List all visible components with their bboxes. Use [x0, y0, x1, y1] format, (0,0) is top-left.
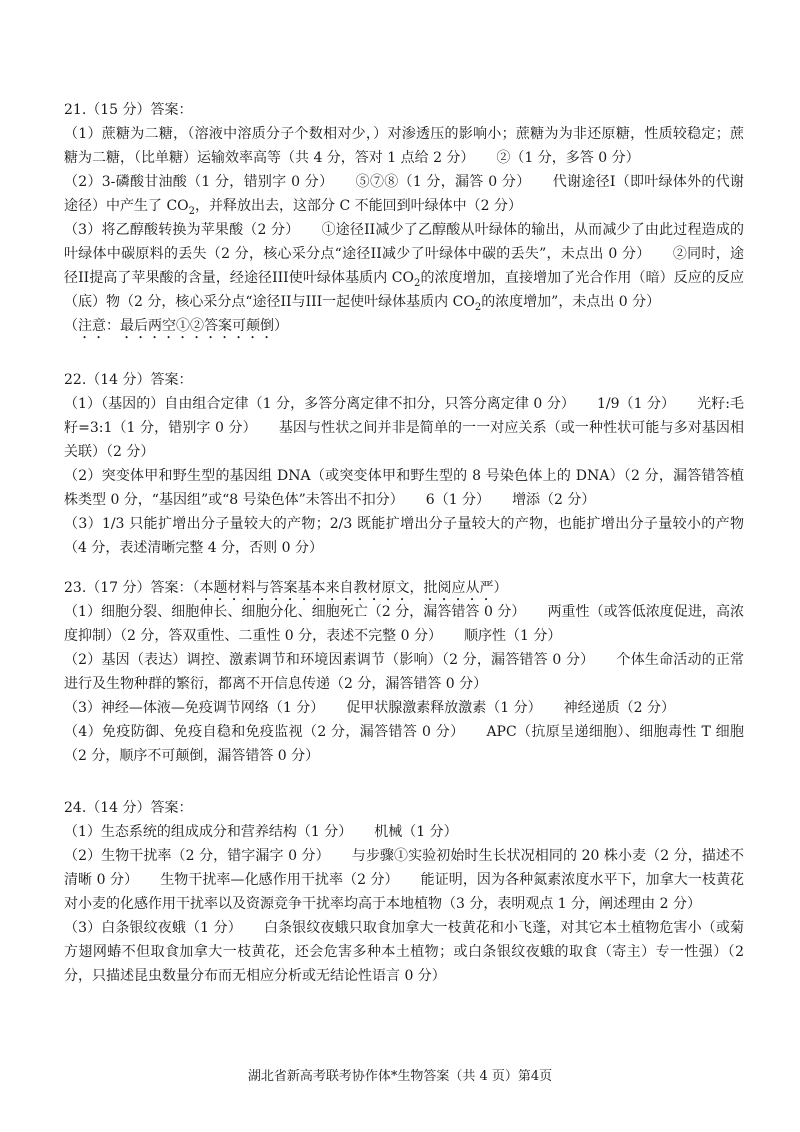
page-footer: 湖北省新高考联考协作体*生物答案（共 4 页）第4页 — [247, 1069, 553, 1084]
q22-answer-1b: 1/9（1 分） — [596, 396, 676, 412]
q23-answer-3b: 促甲状腺激素释放激素（1 分） — [346, 700, 542, 716]
q23-answer-1a: （1）细胞分裂、细胞伸长、细胞分化、细胞死亡（2 分，漏答错答 0 分） — [64, 604, 526, 620]
q21-co2-subscript-3: 2 — [474, 301, 482, 313]
q21-answer-3a: （3）将乙醇酸转换为苹果酸（2 分） — [64, 222, 300, 238]
q22-answer-2b: 6（1 分） — [425, 492, 491, 508]
q21-answer-3d: 的浓度增加，直接增加了光合作用（暗）反应的反应（底）物（2 分，核心采分点“途径II与III一起使叶绿体基质内 CO — [64, 270, 745, 310]
question-21-note — [64, 314, 744, 342]
q24-answer-2b: 与步骤①实验初始时生长状况相同的 20 株小麦（2 分，描述不清晰 0 分） — [64, 848, 745, 888]
q22-answer-2c: 增添（2 分） — [512, 492, 596, 508]
q21-answer-2a: （2）3-磷酸甘油酸（1 分，错别字 0 分） — [64, 174, 334, 190]
question-21-part-2 — [64, 170, 744, 218]
q21-answer-2d: ，并释放出去，这部分 C 不能回到叶绿体中（2 分） — [195, 198, 522, 214]
q23-title-end: ） — [493, 580, 508, 596]
q23-answer-4b: APC（抗原呈递细胞）、细胞毒性 T 细胞（2 分，顺序不可颠倒，漏答错答 0 分） — [64, 724, 744, 764]
q24-answer-1a: （1）生态系统的组成成分和营养结构（1 分） — [64, 824, 353, 840]
q22-answer-1d: 基因与性状之间并非是简单的一一对应关系（或一种性状可能与多对基因相关联）（2 分） — [64, 420, 744, 460]
q22-answer-1a: （1）（基因的）自由组合定律（1 分，多答分离定律不扣分，只答分离定律 0 分） — [64, 396, 575, 412]
question-22-part-3: （3）1/3 只能扩增出分子量较大的产物；2/3 既能扩增出分子量较大的产物，也能扩增出分子量较小的产物（4 分，表述清晰完整 4 分，否则 0 分） — [64, 516, 744, 556]
question-21-part-1 — [64, 122, 744, 170]
q23-answer-1c: 顺序性（1 分） — [463, 628, 562, 644]
question-23 — [64, 576, 744, 768]
question-24 — [64, 796, 744, 988]
q22-answer-2a: （2）突变体甲和野生型的基因组 DNA（或突变体甲和野生型的 8 号染色体上的 DNA）（2 分，漏答错答植株类型 0 分，“基因组”或“8 号染色体”未答出不扣分） — [64, 468, 744, 508]
q23-answer-1b: 两重性（或答低浓度促进，高浓度抑制）（2 分，答双重性、二重性 0 分，表述不完整 0 分） — [64, 604, 744, 644]
question-22 — [64, 368, 744, 560]
q21-note-text: （注意：最后两空①②答案可颠倒） — [64, 318, 288, 334]
question-22-part-2 — [64, 464, 744, 512]
q23-answer-2a: （2）基因（表达）调控、激素调节和环境因素调节（影响）（2 分，漏答错答 0 分） — [64, 652, 595, 668]
q21-co2-subscript: 2 — [188, 205, 196, 217]
question-24-part-2 — [64, 844, 744, 916]
q24-answer-3b: 白条银纹夜蛾只取食加拿大一枝黄花和小飞蓬，对其它本土植物危害小（或菊方翅网蝽不但取食加拿大一枝黄花，还会危害多种本土植物；或白条银纹夜蛾的取食（寄主）专一性强）（2 分，只描述昆虫数量分布而无相应分析或无结论性语言 0 分） — [64, 920, 745, 984]
question-21 — [64, 98, 744, 342]
q24-answer-1b: 机械（1 分） — [374, 824, 458, 840]
question-23-part-3 — [64, 696, 744, 720]
q21-answer-2b: ⑤⑦⑧（1 分，漏答 0 分） — [355, 174, 531, 190]
question-22-title: 22.（14 分）答案： — [64, 372, 193, 388]
q24-answer-2d: 能证明，因为各种氮素浓度水平下，加拿大一枝黄花对小麦的化感作用干扰率以及资源竞争干扰率均高于本地植物（3 分，表明观点 1 分，阐述理由 2 分） — [64, 872, 745, 912]
question-21-part-3 — [64, 218, 744, 314]
q21-answer-3e: 的浓度增加”，未点出 0 分） — [481, 294, 661, 310]
question-23-part-1 — [64, 600, 744, 648]
question-22-part-1 — [64, 392, 744, 464]
question-21-title: 21.（15 分）答案： — [64, 102, 193, 118]
question-24-part-3 — [64, 916, 744, 988]
q21-answer-1: （1）蔗糖为二糖，（溶液中溶质分子个数相对少，）对渗透压的影响小；蔗糖为为非还原糖，性质较稳定；蔗糖为二糖，（比单糖）运输效率高等（共 4 分，答对 1 点给 2 分） — [64, 126, 744, 166]
question-23-title — [64, 576, 744, 600]
q23-title-note: 本题材料与答案基本来自教材原文，批阅应从严 — [199, 580, 494, 596]
q24-answer-2a: （2）生物干扰率（2 分，错字漏字 0 分） — [64, 848, 330, 864]
q24-answer-3a: （3）白条银纹夜蛾（1 分） — [64, 920, 242, 936]
q21-co2-subscript-2: 2 — [414, 277, 421, 289]
q24-answer-2c: 生物干扰率—化感作用干扰率（2 分） — [160, 872, 399, 888]
q23-answer-3c: 神经递质（2 分） — [563, 700, 675, 716]
question-24-title: 24.（14 分）答案： — [64, 800, 193, 816]
q22-answer-1c: 光籽:毛籽=3:1（1 分，错别字 0 分） — [64, 396, 745, 436]
q23-answer-4a: （4）免疫防御、免疫自稳和免疫监视（2 分，漏答错答 0 分） — [64, 724, 465, 740]
q23-answer-3a: （3）神经—体液—免疫调节网络（1 分） — [64, 700, 325, 716]
q21-answer-3c: ②同时，途径II提高了苹果酸的含量，经途径III使叶绿体基质内 CO — [64, 246, 744, 286]
q23-title-text: 23.（17 分）答案：（ — [64, 580, 200, 596]
q21-answer-1b: ②（1 分，多答 0 分） — [496, 150, 640, 166]
question-23-part-2 — [64, 648, 744, 696]
q21-answer-2c: 代谢途径I（即叶绿体外的代谢途径）中产生了 CO — [64, 174, 744, 214]
q21-answer-3b: ①途径II减少了乙醇酸从叶绿体的输出，从而减少了由此过程造成的叶绿体中碳原料的丢失（2 分，核心采分点“途径II减少了叶绿体中碳的丢失”，未点出 0 分） — [64, 222, 745, 262]
question-24-part-1 — [64, 820, 744, 844]
question-23-part-4 — [64, 720, 744, 768]
q23-answer-2b: 个体生命活动的正常进行及生物种群的繁衍，都离不开信息传递（2 分，漏答错答 0 分） — [64, 652, 745, 692]
